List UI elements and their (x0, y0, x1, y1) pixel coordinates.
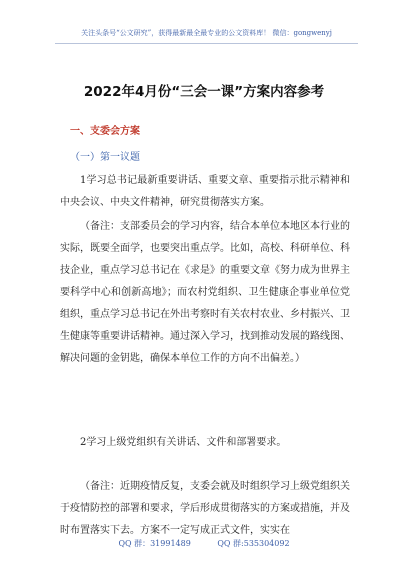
paragraph: （备注：近期疫情反复，支委会就及时组织学习上级党组织关于疫情防控的部署和要求，学后形成贯彻落实的方案或措施，并及时布置落实下去。方案不一定写成正式文件，实实在 (60, 481, 350, 536)
document-title: 2022年4月份“三会一课”方案内容参考 (83, 84, 325, 100)
header-note: 关注头条号“公文研究”，获得最新最全最专业的公文资料库！ 微信：gongwenyj (81, 29, 332, 37)
section-heading: 一、支委会方案 (70, 126, 140, 137)
paragraph: 2学习上级党组织有关讲话、文件和部署要求。 (80, 437, 287, 448)
footer-qq-group-1: QQ 群：31991489 (118, 539, 191, 548)
footer-qq-group-2: QQ 群:535304092 (217, 539, 290, 548)
header-divider (55, 43, 358, 44)
paragraph: （备注：支部委员会的学习内容，结合本单位本地区本行业的实际，既要全面学，也要突出重点学。比如，高校、科研单位、科技企业，重点学习总书记在《求是》的重要文章《努力成为世界主要科学中心和创新高地》；而农村党组织、卫生健康企事业单位党组织，重点学习总书记在外出考察时有关农村农业、乡村振兴、卫生健康等重要讲话精神。通过深入学习，找到推动发展的路线图、解决问题的金钥匙，确保本单位工作的方向不出偏差。） (60, 221, 350, 364)
footer (0, 538, 408, 549)
paragraph: 1学习总书记最新重要讲话、重要文章、重要指示批示精神和中央会议、中央文件精神，研究贯彻落实方案。 (60, 175, 350, 208)
sub-heading: （一）第一议题 (70, 152, 140, 163)
